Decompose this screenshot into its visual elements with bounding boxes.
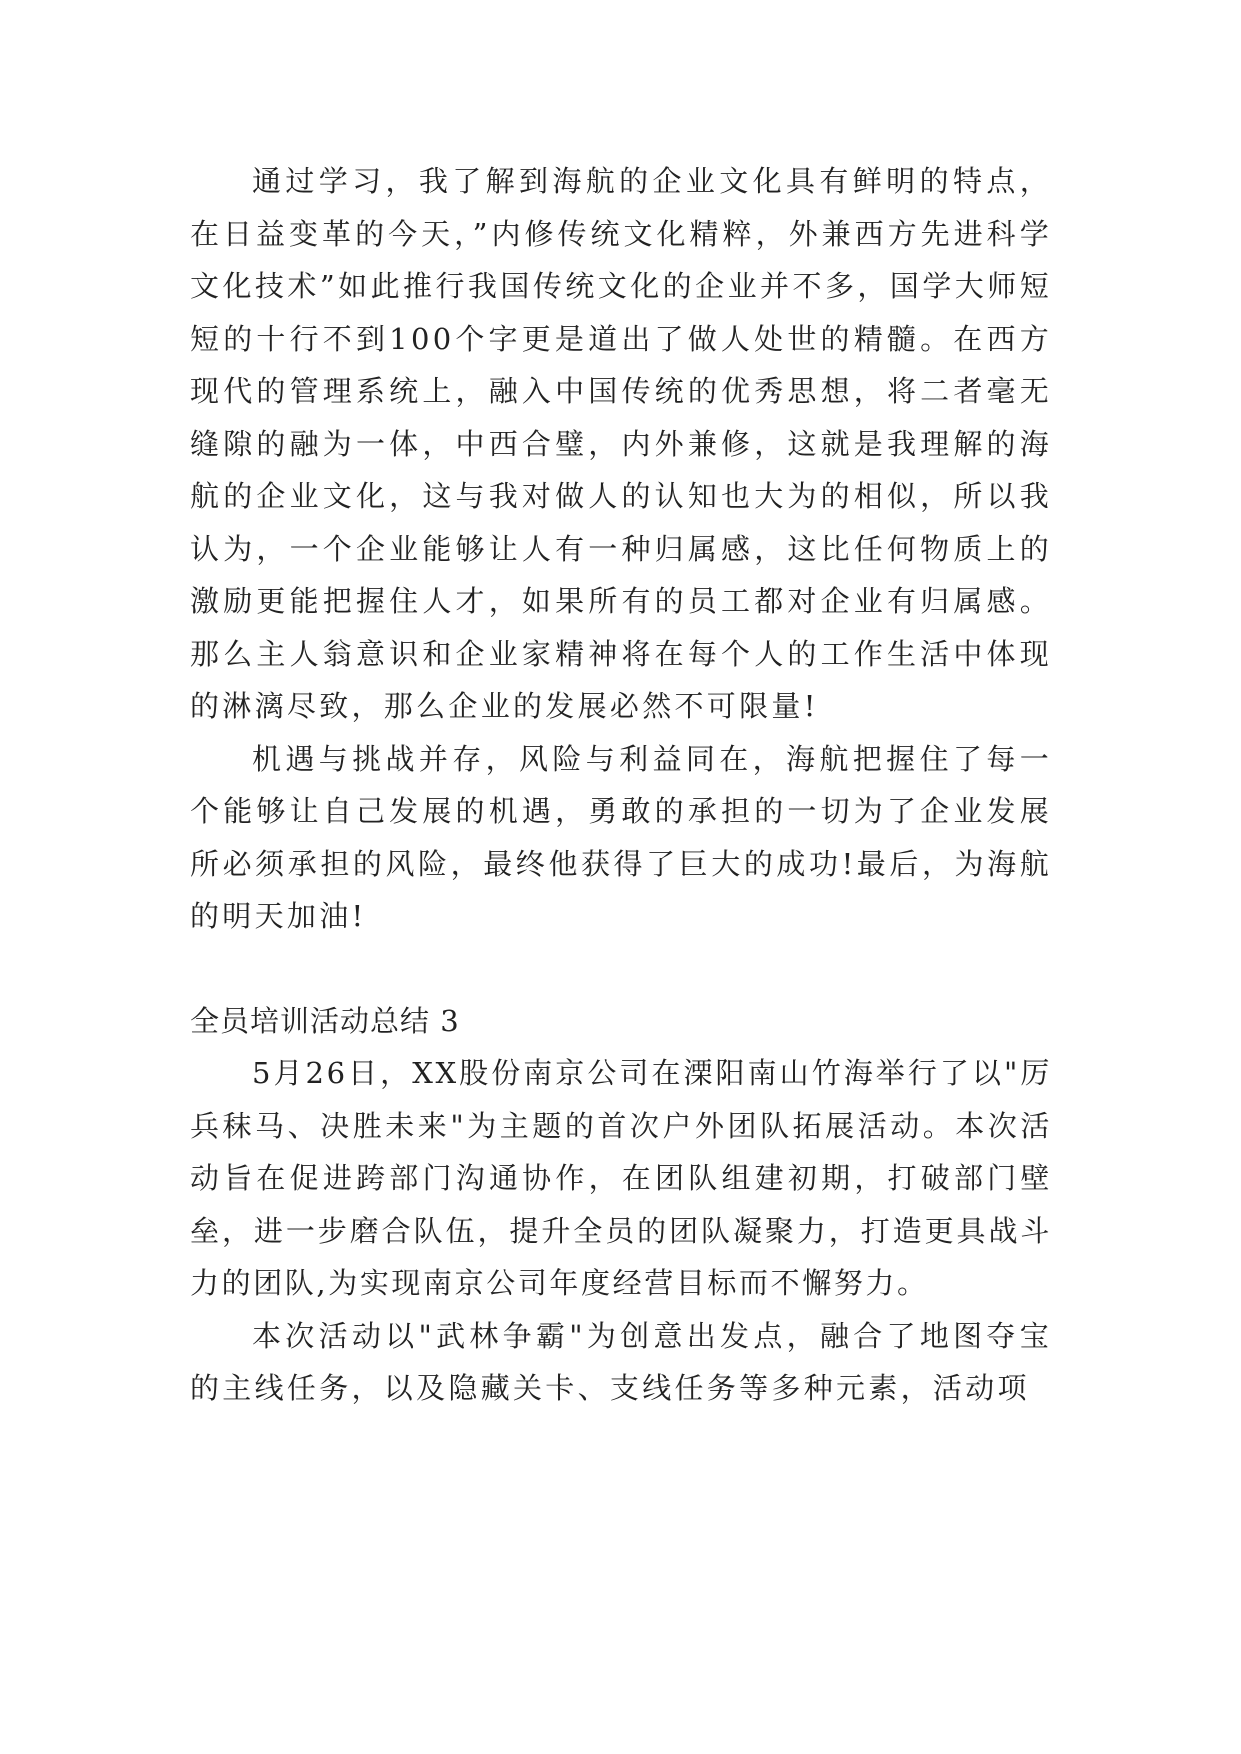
- paragraph-opportunity: 机遇与挑战并存，风险与利益同在，海航把握住了每一个能够让自己发展的机遇，勇敢的承担的一切为了企业发展所必须承担的风险，最终他获得了巨大的成功!最后，为海航的明天加油!: [190, 741, 1052, 933]
- document-body: [190, 155, 1052, 1415]
- paragraph-activity-theme: 本次活动以"武林争霸"为创意出发点，融合了地图夺宝的主线任务，以及隐藏关卡、支线任务等多种元素，活动项: [190, 1318, 1052, 1405]
- paragraph-activity-intro: 5月26日，XX股份南京公司在溧阳南山竹海举行了以"厉兵秣马、决胜未来"为主题的首次户外团队拓展活动。本次活动旨在促进跨部门沟通协作，在团队组建初期，打破部门壁垒，进一步磨合队伍，提升全员的团队凝聚力，打造更具战斗力的团队,为实现南京公司年度经营目标而不懈努力。: [190, 1056, 1052, 1300]
- paragraph-haihang-culture: 通过学习，我了解到海航的企业文化具有鲜明的特点，在日益变革的今天，”内修传统文化精粹，外兼西方先进科学文化技术”如此推行我国传统文化的企业并不多，国学大师短短的十行不到100个字更是道出了做人处世的精髓。在西方现代的管理系统上，融入中国传统的优秀思想，将二者毫无缝隙的融为一体，中西合璧，内外兼修，这就是我理解的海航的企业文化，这与我对做人的认知也大为的相似，所以我认为，一个企业能够让人有一种归属感，这比任何物质上的激励更能把握住人才，如果所有的员工都对企业有归属感。那么主人翁意识和企业家精神将在每个人的工作生活中体现的淋漓尽致，那么企业的发展必然不可限量!: [190, 164, 1052, 723]
- section-heading: 全员培训活动总结 3: [190, 1003, 460, 1038]
